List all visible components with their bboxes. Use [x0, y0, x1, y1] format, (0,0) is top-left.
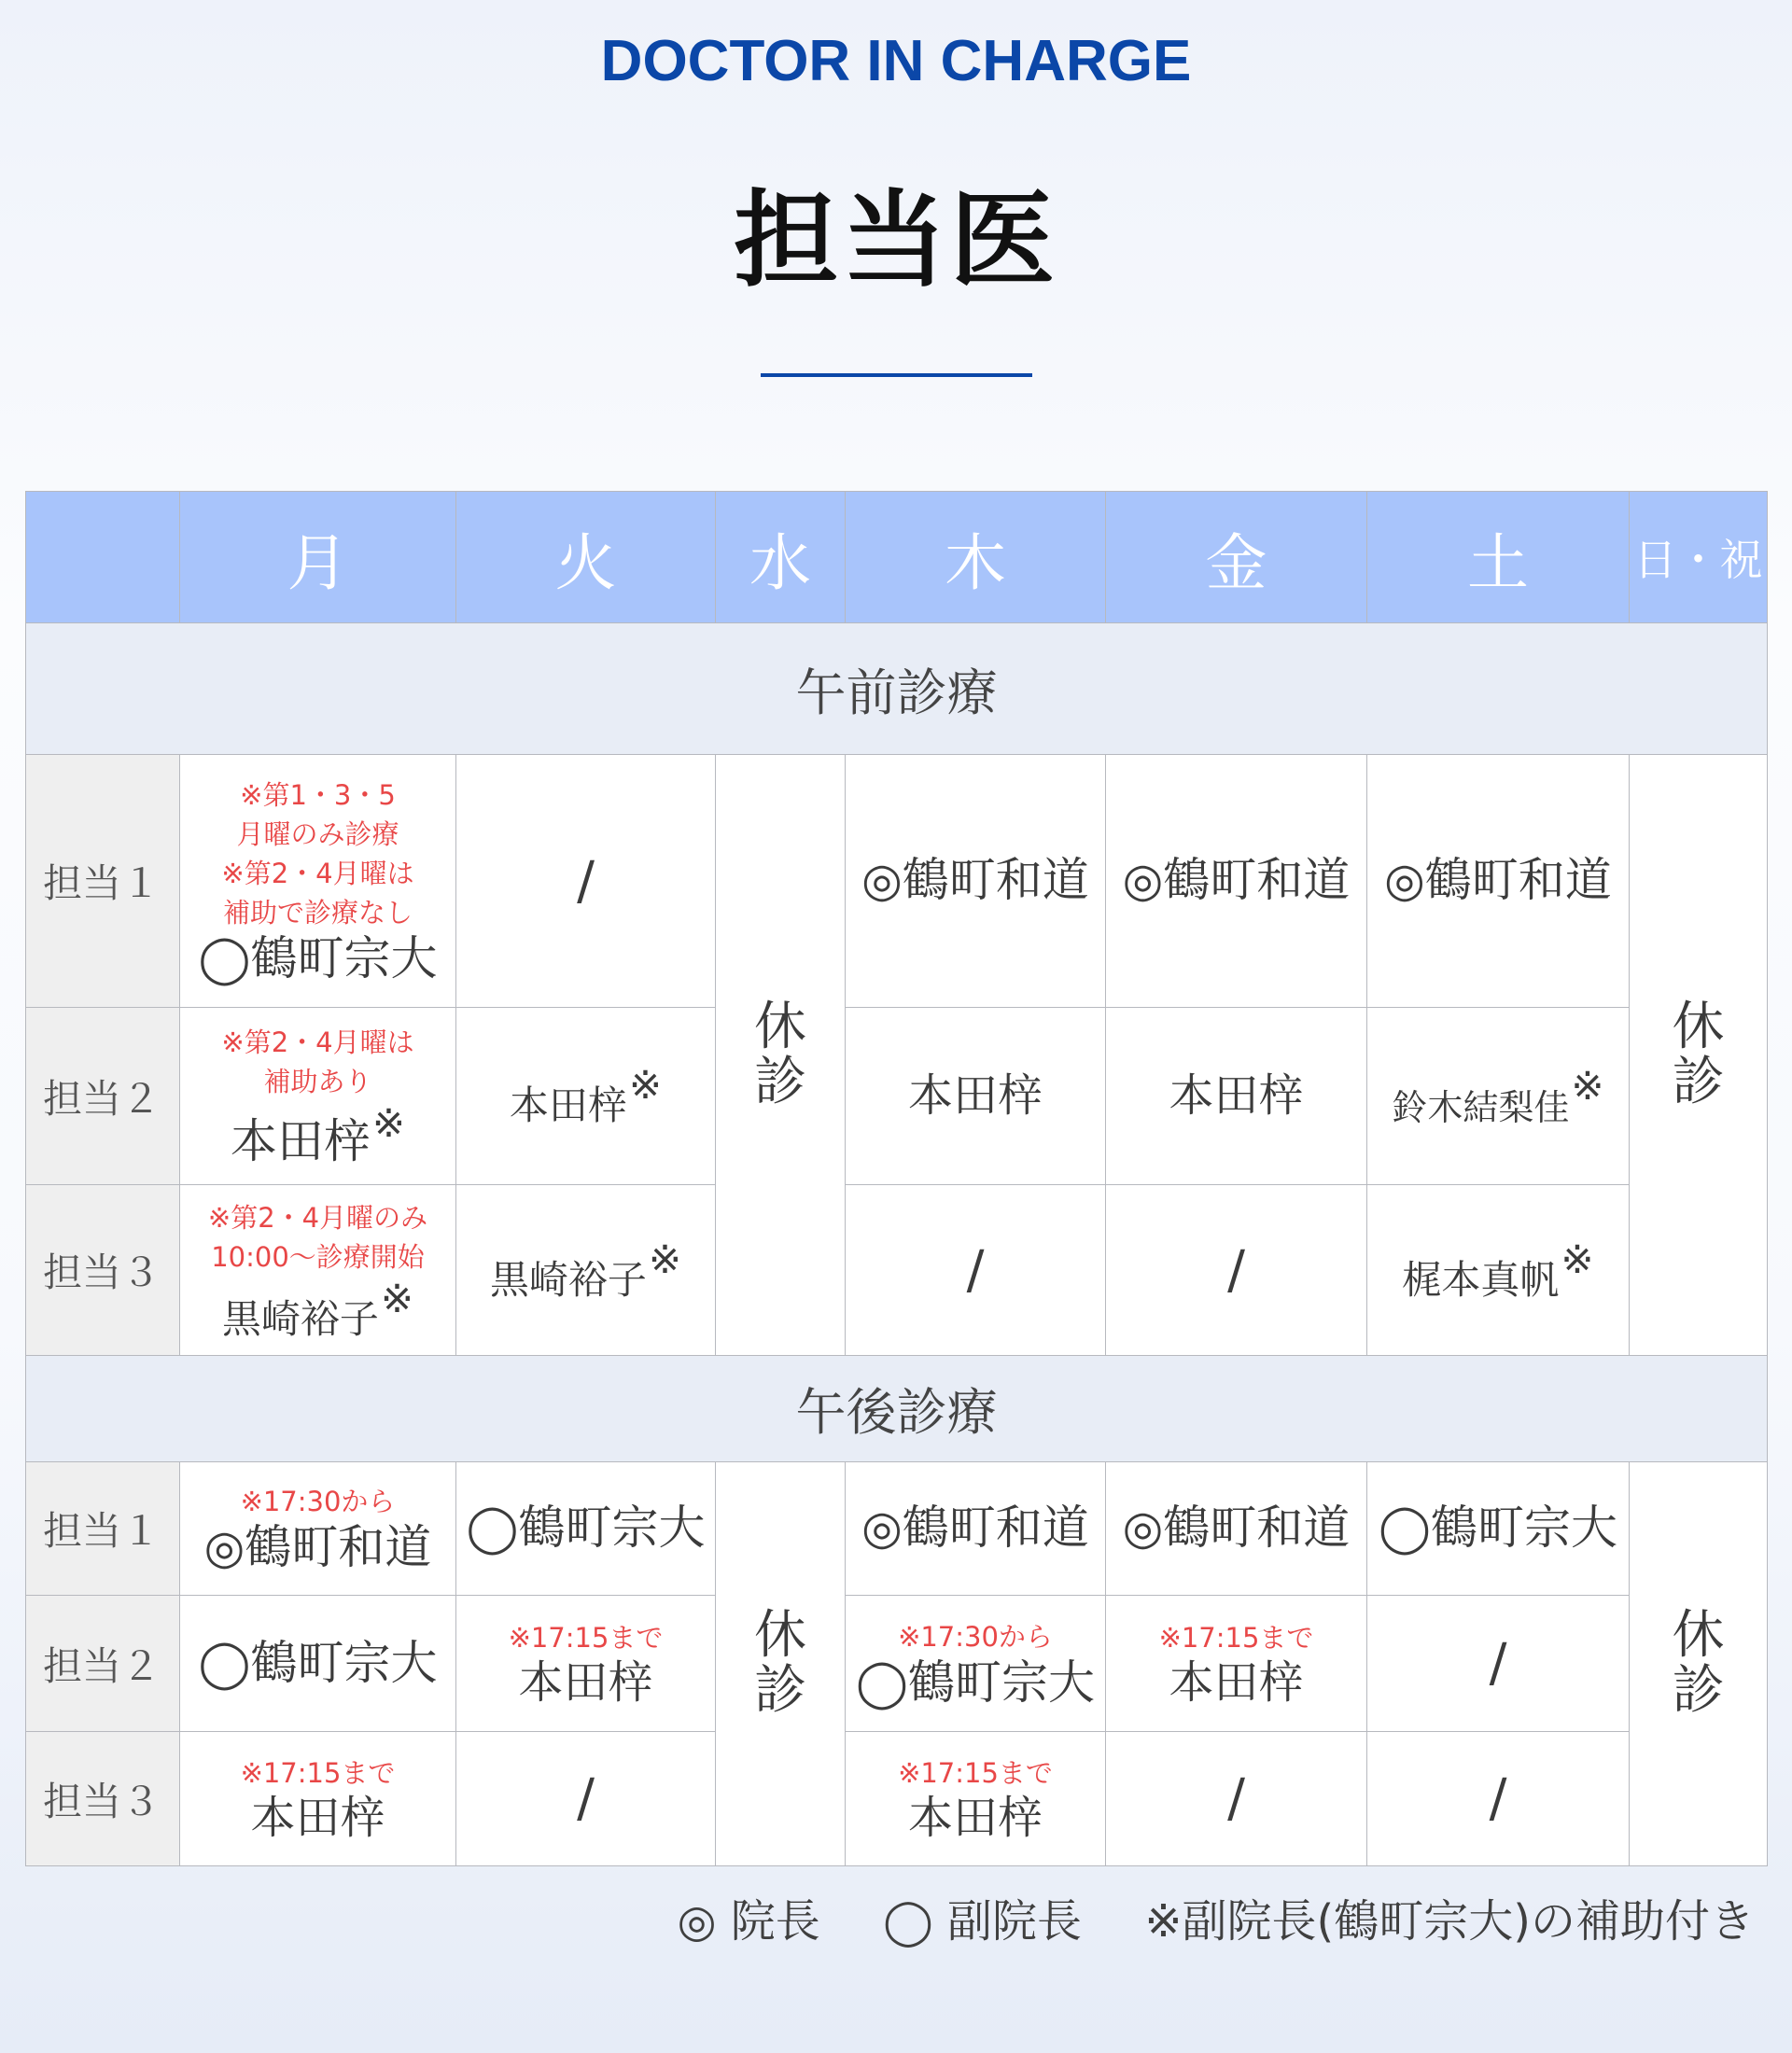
- cell-am-r2-tue: [456, 1008, 716, 1185]
- closed-label: 休 診: [1672, 1605, 1725, 1721]
- legend-assist-note: ※副院長(鶴町宗大)の補助付き: [1144, 1895, 1755, 1948]
- cell-pm-r2-mon: [180, 1596, 456, 1732]
- day-header-sat: 土: [1367, 492, 1630, 623]
- no-doctor-slash: /: [1489, 1633, 1507, 1694]
- note: ※第2・4月曜は: [221, 1026, 414, 1059]
- closed-label: 休 診: [1672, 996, 1725, 1112]
- title-divider: [761, 373, 1032, 377]
- cell-pm-r3-tue: [456, 1732, 716, 1866]
- row-label: 担当１: [26, 1462, 180, 1596]
- note: 10:00～診療開始: [211, 1240, 425, 1273]
- closed-label: 休 診: [754, 1605, 806, 1721]
- assist-mark: ※: [1571, 1062, 1604, 1109]
- doctor-name: ◯鶴町宗大: [1379, 1501, 1617, 1556]
- day-header-wed: 水: [716, 492, 846, 623]
- doctor-name: ◯鶴町宗大: [466, 1501, 706, 1556]
- section-eyebrow: DOCTOR IN CHARGE: [600, 29, 1192, 93]
- cell-am-r2-sat: [1367, 1008, 1630, 1185]
- table-row: [26, 755, 1768, 1008]
- cell-pm-r2-thu: [846, 1596, 1106, 1732]
- table-row: [26, 1462, 1768, 1596]
- note: 補助あり: [263, 1066, 372, 1098]
- table-row: [26, 1008, 1768, 1185]
- doctor-name: 本田梓: [907, 1791, 1043, 1844]
- no-doctor-slash: /: [966, 1239, 985, 1301]
- doctor-name: ◎鶴町和道: [1122, 1501, 1351, 1556]
- no-doctor-slash: /: [577, 850, 595, 912]
- day-header-row: [26, 492, 1768, 623]
- doctor-name: ◎鶴町和道: [203, 1520, 432, 1575]
- cell-am-wed-closed: [716, 755, 846, 1356]
- cell-pm-r1-tue: [456, 1462, 716, 1596]
- cell-am-r3-mon: [180, 1185, 456, 1356]
- doctor-name: 鈴木結梨佳: [1392, 1086, 1570, 1128]
- note: ※第1・3・5: [240, 779, 396, 812]
- cell-pm-r1-thu: [846, 1462, 1106, 1596]
- note: 補助で診療なし: [222, 897, 413, 929]
- doctor-name: 黒崎裕子: [489, 1256, 647, 1303]
- row-label: 担当３: [26, 1185, 180, 1356]
- cell-pm-r3-sat: [1367, 1732, 1630, 1866]
- table-row: [26, 1596, 1768, 1732]
- row-label: 担当２: [26, 1008, 180, 1185]
- row-label: 担当２: [26, 1596, 180, 1732]
- doctor-name: ◎鶴町和道: [1122, 853, 1351, 908]
- doctor-name: ◯鶴町宗大: [198, 1635, 438, 1690]
- doctor-name: 本田梓: [1169, 1068, 1304, 1122]
- assist-mark: ※: [628, 1062, 663, 1109]
- doctor-name: 黒崎裕子: [221, 1295, 379, 1342]
- section-afternoon: 午後診療: [26, 1356, 1768, 1462]
- cell-am-r2-mon: [180, 1008, 456, 1185]
- corner-cell: [26, 492, 180, 623]
- cell-pm-r1-mon: [180, 1462, 456, 1596]
- assist-mark: ※: [648, 1236, 682, 1282]
- section-morning: 午前診療: [26, 623, 1768, 755]
- note: ※17:15まで: [898, 1756, 1053, 1789]
- no-doctor-slash: /: [1227, 1239, 1245, 1301]
- table-row: [26, 1732, 1768, 1866]
- cell-pm-r3-mon: [180, 1732, 456, 1866]
- row-label: 担当１: [26, 755, 180, 1008]
- note: ※17:15まで: [508, 1621, 664, 1654]
- cell-am-r1-mon: [180, 755, 456, 1008]
- cell-am-r1-sat: [1367, 755, 1630, 1008]
- legend: [629, 1885, 1755, 1949]
- doctor-name: ◯鶴町宗大: [856, 1655, 1095, 1710]
- day-header-tue: 火: [456, 492, 716, 623]
- day-header-thu: 木: [846, 492, 1106, 623]
- note: ※17:15まで: [1158, 1621, 1314, 1654]
- doctor-name: 梶本真帆: [1402, 1256, 1560, 1303]
- doctor-name: ◎鶴町和道: [1384, 853, 1612, 908]
- closed-label: 休 診: [754, 996, 806, 1112]
- doctor-name: 本田梓: [509, 1082, 627, 1129]
- note: ※17:30から: [898, 1620, 1053, 1653]
- cell-pm-r1-sat: [1367, 1462, 1630, 1596]
- note: ※17:15まで: [240, 1756, 396, 1789]
- assist-mark: ※: [380, 1275, 414, 1321]
- cell-am-r1-fri: [1106, 755, 1367, 1008]
- table-row: [26, 1185, 1768, 1356]
- cell-am-r2-thu: [846, 1008, 1106, 1185]
- cell-am-r3-fri: [1106, 1185, 1367, 1356]
- cell-pm-r3-fri: [1106, 1732, 1367, 1866]
- day-header-mon: 月: [180, 492, 456, 623]
- day-header-fri: 金: [1106, 492, 1367, 623]
- row-label: 担当３: [26, 1732, 180, 1866]
- no-doctor-slash: /: [1227, 1768, 1245, 1829]
- doctor-name: ◎鶴町和道: [861, 853, 1089, 908]
- doctor-name: 本田梓: [250, 1791, 385, 1844]
- cell-am-r3-sat: [1367, 1185, 1630, 1356]
- cell-pm-wed-closed: [716, 1462, 846, 1866]
- note: 月曜のみ診療: [236, 818, 399, 851]
- cell-am-r2-fri: [1106, 1008, 1367, 1185]
- cell-am-sun-closed: [1630, 755, 1768, 1356]
- cell-pm-r1-fri: [1106, 1462, 1367, 1596]
- cell-pm-r2-tue: [456, 1596, 716, 1732]
- doctor-name: ◯鶴町宗大: [198, 931, 438, 986]
- page-title: 担当医: [734, 180, 1058, 301]
- doctor-name: 本田梓: [1169, 1655, 1304, 1709]
- no-doctor-slash: /: [577, 1768, 595, 1829]
- doctor-schedule-table: [25, 491, 1768, 1866]
- cell-am-r1-thu: [846, 755, 1106, 1008]
- cell-am-r3-thu: [846, 1185, 1106, 1356]
- legend-vice-director: ◯ 副院長: [883, 1895, 1083, 1948]
- no-doctor-slash: /: [1489, 1768, 1507, 1829]
- legend-director: ◎ 院長: [677, 1895, 820, 1948]
- cell-pm-r2-sat: [1367, 1596, 1630, 1732]
- note: ※第2・4月曜のみ: [207, 1201, 428, 1234]
- assist-mark: ※: [371, 1100, 406, 1147]
- doctor-name: 本田梓: [907, 1068, 1043, 1122]
- day-header-sun-holiday: 日・祝: [1630, 492, 1768, 623]
- note: ※第2・4月曜は: [221, 858, 414, 890]
- doctor-name: ◎鶴町和道: [861, 1501, 1089, 1556]
- assist-mark: ※: [1561, 1236, 1594, 1282]
- cell-pm-r2-fri: [1106, 1596, 1367, 1732]
- cell-pm-r3-thu: [846, 1732, 1106, 1866]
- doctor-name: 本田梓: [230, 1114, 371, 1169]
- cell-am-r3-tue: [456, 1185, 716, 1356]
- cell-pm-sun-closed: [1630, 1462, 1768, 1866]
- cell-am-r1-tue: [456, 755, 716, 1008]
- note: ※17:30から: [240, 1486, 396, 1518]
- doctor-name: 本田梓: [518, 1655, 653, 1709]
